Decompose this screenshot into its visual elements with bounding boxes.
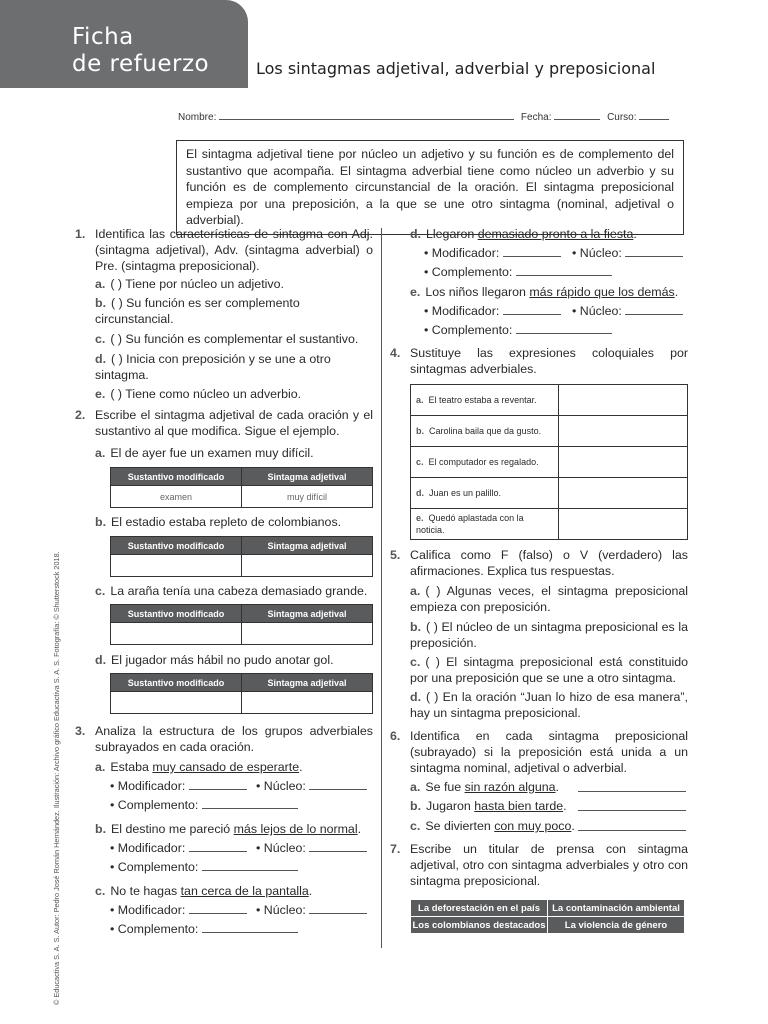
table-row: c. El computador es regalado. <box>411 447 688 478</box>
question-7-text: Escribe un titular de prensa con sintagma adjetival, otro con sintagma adverbiales y otro con sintagma preposicional. <box>410 842 688 888</box>
question-5 <box>390 548 688 580</box>
q3a-modifier-row: • Modificador: <box>110 779 247 795</box>
q6-item-a: a. Se fue sin razón alguna. <box>410 780 559 794</box>
q4b-answer[interactable] <box>559 416 688 447</box>
page-title: Los sintagmas adjetival, adverbial y preposicional <box>256 59 656 78</box>
column-divider <box>381 228 382 948</box>
q3d-modifier-row: • Modificador: <box>424 246 561 262</box>
q1-item-c: c. ( ) Su función es complementar el sustantivo. <box>95 332 359 346</box>
q2a-adj[interactable]: muy difícil <box>242 486 373 508</box>
question-3 <box>75 724 373 756</box>
tab-title-line1: Ficha <box>72 24 134 50</box>
credits-text: © Educactiva S. A. S. Autor: Pedro José Román Hernández. Ilustración: Archivo gráfico Educactiva S. A. S. Fotografía: © Shutterstock 2018. <box>52 551 61 1005</box>
topic-pollution: La contaminación ambiental <box>548 900 685 917</box>
q3d-complement-row: • Complemento: <box>424 265 612 281</box>
q3d-complement-field[interactable] <box>516 265 612 276</box>
question-3-text: Analiza la estructura de los grupos adverbiales subrayados en cada oración. <box>95 724 373 754</box>
concept-box: El sintagma adjetival tiene por núcleo un adjetivo y su función es de complemento del sustantivo que acompaña. El sintagma adverbial tiene como núcleo un adverbio y su función es de complemento circunstancial de la oración. El sintagma preposicional empieza por una preposición, a la que se une otro sintagma (nominal, adjetival o adverbial). <box>176 140 684 235</box>
q3-item-d: d. Llegaron demasiado pronto a la fiesta. <box>410 227 637 241</box>
table-row: b. Carolina baila que da gusto. <box>411 416 688 447</box>
question-6 <box>390 729 688 776</box>
name-label: Nombre: <box>178 112 217 123</box>
q6c-answer-field[interactable] <box>578 820 686 831</box>
q4d-answer[interactable] <box>559 478 688 509</box>
q3c-nucleus-field[interactable] <box>309 903 367 914</box>
question-1 <box>75 227 373 274</box>
question-7 <box>390 842 688 889</box>
question-number: 7. <box>390 842 401 856</box>
q3b-nucleus-field[interactable] <box>309 841 367 852</box>
q2d-noun[interactable] <box>111 692 242 714</box>
date-field[interactable] <box>554 110 600 120</box>
q3a-nucleus-field[interactable] <box>309 779 367 790</box>
q3b-modifier-row: • Modificador: <box>110 841 247 857</box>
date-label: Fecha: <box>520 112 552 123</box>
topic-deforestation: La deforestación en el país <box>411 900 548 917</box>
q3-item-c: c. No te hagas tan cerca de la pantalla. <box>95 884 313 898</box>
question-number: 4. <box>390 346 401 360</box>
question-2 <box>75 408 373 440</box>
q1-item-a: a. ( ) Tiene por núcleo un adjetivo. <box>95 277 284 291</box>
q3b-modifier-field[interactable] <box>189 841 247 852</box>
table-row: e. Quedó aplastada con la noticia. <box>411 509 688 540</box>
q6a-answer-field[interactable] <box>578 781 686 792</box>
q3d-nucleus-row: • Núcleo: <box>572 246 683 262</box>
q1-item-e: e. ( ) Tiene como núcleo un adverbio. <box>95 387 302 401</box>
q3a-complement-row: • Complemento: <box>110 798 298 814</box>
topic-gender-violence: La violencia de género <box>548 917 685 934</box>
q4e-answer[interactable] <box>559 509 688 540</box>
q3c-modifier-row: • Modificador: <box>110 903 247 919</box>
q3a-nucleus-row: • Núcleo: <box>256 779 367 795</box>
q3e-nucleus-field[interactable] <box>625 304 683 315</box>
q6-item-c: c. Se divierten con muy poco. <box>410 819 575 833</box>
question-4 <box>390 346 688 378</box>
q4-table <box>410 384 688 540</box>
q5-item-d: d. ( ) En la oración “Juan lo hizo de esa manera”, hay un sintagma preposicional. <box>410 690 688 720</box>
q3c-complement-field[interactable] <box>202 922 298 933</box>
q3-item-e: e. Los niños llegaron más rápido que los demás. <box>410 285 679 299</box>
q3e-nucleus-row: • Núcleo: <box>572 304 683 320</box>
q3b-complement-row: • Complemento: <box>110 860 298 876</box>
q2-table-d: Sustantivo modificado Sintagma adjetival <box>110 673 373 714</box>
course-field[interactable] <box>639 110 669 120</box>
question-number: 3. <box>75 724 86 738</box>
question-number: 1. <box>75 227 86 241</box>
q4a-answer[interactable] <box>559 385 688 416</box>
q3c-complement-row: • Complemento: <box>110 922 298 938</box>
q6-item-b: b. Jugaron hasta bien tarde. <box>410 799 567 813</box>
q3a-complement-field[interactable] <box>202 798 298 809</box>
q3e-modifier-row: • Modificador: <box>424 304 561 320</box>
q2c-noun[interactable] <box>111 623 242 645</box>
worksheet-tab <box>0 0 248 88</box>
q2b-adj[interactable] <box>242 555 373 577</box>
q5-item-b: b. ( ) El núcleo de un sintagma preposicional es la preposición. <box>410 620 688 650</box>
q3e-complement-row: • Complemento: <box>424 323 612 339</box>
q2-table-a: Sustantivo modificado Sintagma adjetival examen muy difícil <box>110 467 373 508</box>
q3-item-b: b. El destino me pareció más lejos de lo normal. <box>95 822 362 836</box>
question-number: 5. <box>390 548 401 562</box>
q3b-nucleus-row: • Núcleo: <box>256 841 367 857</box>
question-2-text: Escribe el sintagma adjetival de cada oración y el sustantivo al que modifica. Sigue el ejemplo. <box>95 408 373 438</box>
question-4-text: Sustituye las expresiones coloquiales por sintagmas adverbiales. <box>410 346 688 376</box>
q2-table-b: Sustantivo modificado Sintagma adjetival <box>110 536 373 577</box>
q4c-answer[interactable] <box>559 447 688 478</box>
q7-topics-table <box>410 899 685 934</box>
course-label: Curso: <box>607 112 637 123</box>
table-row: a. El teatro estaba a reventar. <box>411 385 688 416</box>
q3a-modifier-field[interactable] <box>189 779 247 790</box>
q2b-noun[interactable] <box>111 555 242 577</box>
q5-item-a: a. ( ) Algunas veces, el sintagma preposicional empieza con preposición. <box>410 584 688 614</box>
q5-item-c: c. ( ) El sintagma preposicional está constituido por una preposición que se une a otro sintagma. <box>410 655 688 685</box>
q1-item-b: b. ( ) Su función es ser complemento circunstancial. <box>95 296 300 326</box>
question-6-text: Identifica en cada sintagma preposicional (subrayado) si la preposición está unida a un sintagma nominal, adjetival o adverbial. <box>410 729 688 775</box>
q2-item-c: c. La araña tenía una cabeza demasiado grande. <box>95 584 368 598</box>
q2-item-a: a. El de ayer fue un examen muy difícil. <box>95 446 314 460</box>
question-number: 2. <box>75 408 86 422</box>
student-info-line <box>178 110 669 123</box>
q3d-nucleus-field[interactable] <box>625 246 683 257</box>
q3e-modifier-field[interactable] <box>503 304 561 315</box>
name-field[interactable] <box>219 110 514 120</box>
q3-item-a: a. Estaba muy cansado de esperarte. <box>95 760 303 774</box>
q1-item-d: d. ( ) Inicia con preposición y se une a otro sintagma. <box>95 352 331 382</box>
q2a-noun[interactable]: examen <box>111 486 242 508</box>
q2d-adj[interactable] <box>242 692 373 714</box>
table-row: d. Juan es un palillo. <box>411 478 688 509</box>
q3e-complement-field[interactable] <box>516 323 612 334</box>
question-5-text: Califica como F (falso) o V (verdadero) las afirmaciones. Explica tus respuestas. <box>410 548 688 578</box>
q2-table-c: Sustantivo modificado Sintagma adjetival <box>110 604 373 645</box>
q3b-complement-field[interactable] <box>202 860 298 871</box>
question-1-text: Identifica las características de sintagma con Adj. (sintagma adjetival), Adv. (sintagma adverbial) o Pre. (sintagma preposicional). <box>95 227 373 273</box>
q2-item-d: d. El jugador más hábil no pudo anotar gol. <box>95 653 334 667</box>
question-number: 6. <box>390 729 401 743</box>
topic-notable-colombians: Los colombianos destacados <box>411 917 548 934</box>
q3c-nucleus-row: • Núcleo: <box>256 903 367 919</box>
q3c-modifier-field[interactable] <box>189 903 247 914</box>
q2-item-b: b. El estadio estaba repleto de colombianos. <box>95 515 342 529</box>
q2c-adj[interactable] <box>242 623 373 645</box>
tab-title-line2: de refuerzo <box>72 51 210 77</box>
q3d-modifier-field[interactable] <box>503 246 561 257</box>
q6b-answer-field[interactable] <box>578 800 686 811</box>
